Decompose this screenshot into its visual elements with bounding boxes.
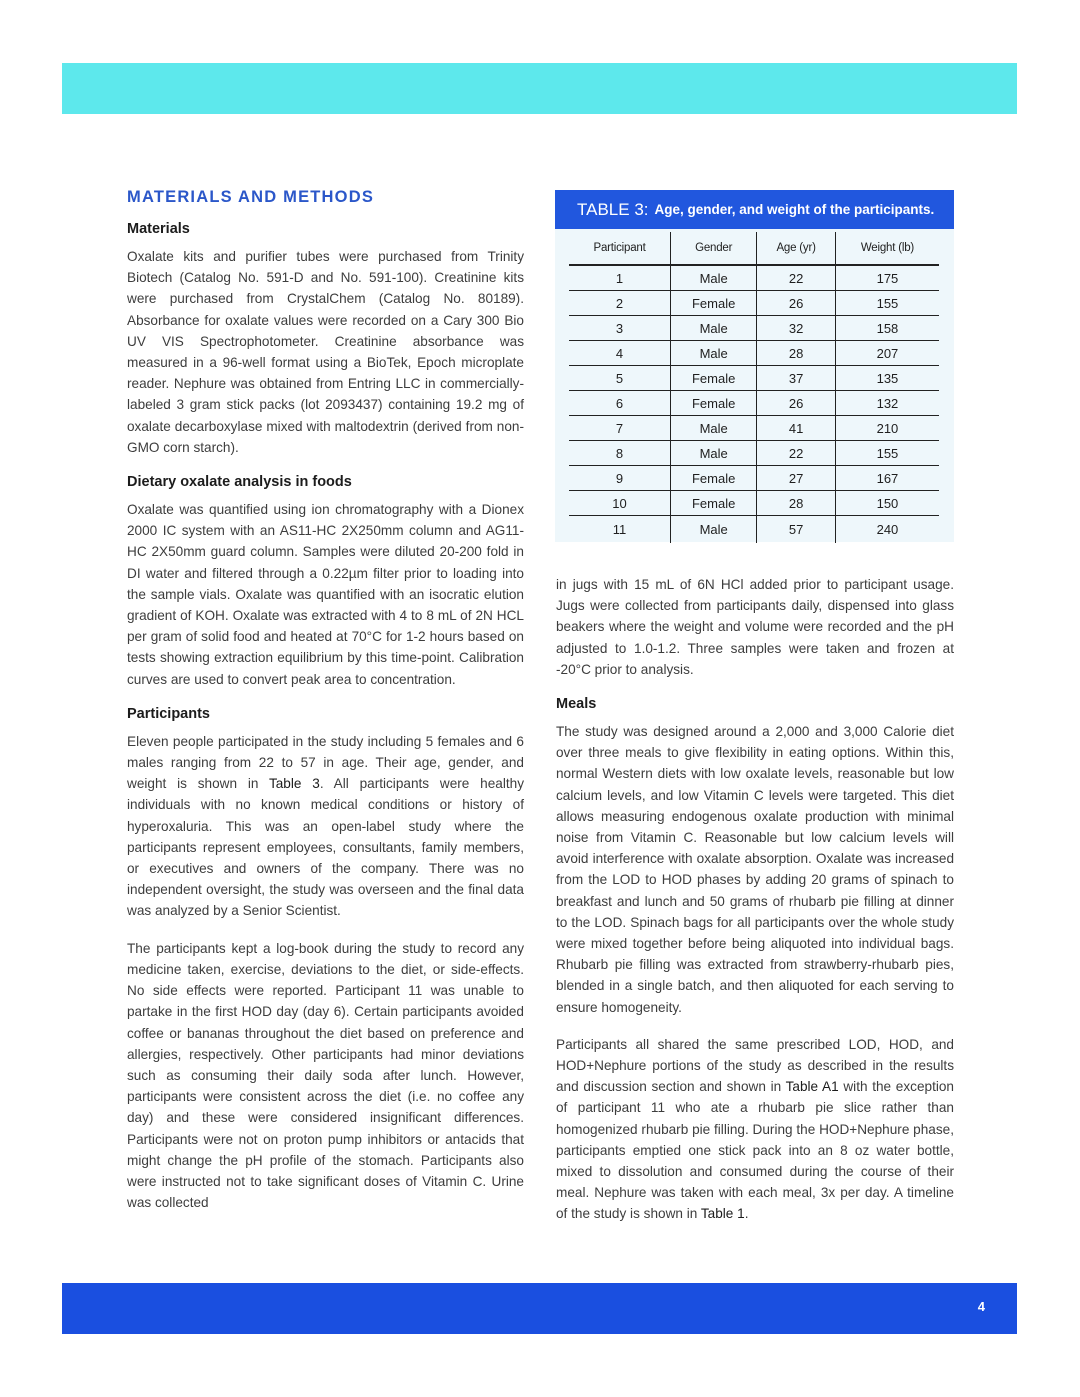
- cell-gender: Male: [671, 316, 757, 341]
- cell-participant: 1: [569, 265, 671, 291]
- participants-paragraph-1: Eleven people participated in the study including 5 females and 6 males ranging from 22 to 57 in age. Their age, gender, and weight is shown in Table 3. All participants were healthy individuals with no known medical conditions or history of hyperoxaluria. This was an open-label study where the participants represent employees, consultants, family members, or executives and owners of the company. There was no independent oversight, the study was overseen and the final data was analyzed by a Senior Scientist.: [127, 733, 524, 919]
- table-row: [569, 416, 939, 441]
- cell-weight: 155: [835, 441, 939, 466]
- cell-participant: 7: [569, 416, 671, 441]
- cell-participant: 4: [569, 341, 671, 366]
- right-column: [556, 574, 954, 1241]
- cell-age: 28: [757, 341, 836, 366]
- materials-heading: Materials: [127, 221, 190, 237]
- participants-heading: Participants: [127, 705, 210, 722]
- cell-participant: 3: [569, 316, 671, 341]
- table-3: [555, 190, 954, 542]
- header-gender: Gender: [671, 232, 757, 265]
- cell-age: 22: [757, 441, 836, 466]
- cell-weight: 240: [835, 516, 939, 544]
- cell-gender: Female: [671, 291, 757, 316]
- meals-heading: Meals: [556, 696, 597, 713]
- header-age: Age (yr): [757, 232, 836, 265]
- table-label: TABLE 3:: [577, 199, 649, 219]
- table-header-row: [569, 232, 939, 265]
- cell-weight: 132: [835, 391, 939, 416]
- cell-weight: 207: [835, 341, 939, 366]
- cell-weight: 158: [835, 316, 939, 341]
- cell-age: 27: [757, 466, 836, 491]
- participants-paragraph-2: The participants kept a log-book during the study to record any medicine taken, exercise, deviations to the diet, or side-effects. No side effects were reported. Participant 11 was unable to partake in the first HOD day (day 6). Certain participants avoided coffee or bananas throughout the diet based on preference and allergies, respectively. Other participants had minor deviations such as consuming their daily soda after lunch. However, participants were consistent across the diet (i.e. no coffee any day) and these were considered insignificant differences. Participants were not on proton pump inhibitors or antacids that might change the pH profile of the stomach. Participants also were instructed not to take significant doses of Vitamin C. Urine was collected: [127, 940, 524, 1211]
- header-participant: Participant: [569, 232, 671, 265]
- cell-age: 22: [757, 265, 836, 291]
- table-row: [569, 491, 939, 516]
- cell-gender: Male: [671, 441, 757, 466]
- cell-age: 57: [757, 516, 836, 544]
- cell-age: 37: [757, 366, 836, 391]
- left-column: [127, 188, 524, 1229]
- cell-participant: 10: [569, 491, 671, 516]
- materials-paragraph: Oxalate kits and purifier tubes were purchased from Trinity Biotech (Catalog No. 591-D and No. 591-100). Creatinine kits were purchased from CrystalChem (Catalog No. 80189). Absorbance for oxalate values were recorded on a Cary 300 Bio UV VIS Spectrophotometer. Creatinine absorbance was measured in a 96-well format using a BioTek, Epoch microplate reader. Nephure was obtained from Entring LLC in commercially-labeled 3 gram stick packs (lot 2093437) containing 19.2 mg of oxalate decarboxylase mixed with maltodextrin (derived from non-GMO corn starch).: [127, 249, 524, 455]
- header-weight: Weight (lb): [835, 232, 939, 265]
- cell-participant: 6: [569, 391, 671, 416]
- table-row: [569, 441, 939, 466]
- dietary-heading: Dietary oxalate analysis in foods: [127, 474, 352, 491]
- table-3-reference[interactable]: Table 3: [268, 776, 320, 792]
- cell-gender: Female: [671, 391, 757, 416]
- table-title: [555, 190, 954, 229]
- cell-age: 32: [757, 316, 836, 341]
- table-row: [569, 265, 939, 291]
- table-row: [569, 316, 939, 341]
- footer-band: [62, 1283, 1017, 1334]
- cell-weight: 167: [835, 466, 939, 491]
- urine-continuation-paragraph: in jugs with 15 mL of 6N HCl added prior to participant usage. Jugs were collected from participants daily, dispensed into glass beakers where the weight and volume were recorded and the pH adjusted to 1.0-1.2. Three samples were taken and frozen at -20°C prior to analysis.: [556, 577, 954, 677]
- cell-gender: Female: [671, 466, 757, 491]
- cell-weight: 150: [835, 491, 939, 516]
- table-row: [569, 366, 939, 391]
- meals-paragraph-2: Participants all shared the same prescribed LOD, HOD, and HOD+Nephure portions of the study as described in the results and discussion section and shown in Table A1 with the exception of participant 11 who ate a rhubarb pie slice rather than homogenized rhubarb pie filling. During the HOD+Nephure phase, participants emptied one stick pack into an 8 oz water bottle, mixed to dissolution and consumed during the course of their meal. Nephure was taken with each meal, 3x per day. A timeline of the study is shown in Table 1.: [556, 1036, 954, 1222]
- cell-gender: Male: [671, 416, 757, 441]
- meals-paragraph-1: The study was designed around a 2,000 and 3,000 Calorie diet over three meals to give flexibility in eating options. Within this, normal Western diets with low oxalate levels, reasonable but low calcium levels, and low Vitamin C levels were targeted. This diet allows measuring endogenous oxalate production with minimal noise from Vitamin C. Reasonable but low calcium levels will avoid interference with oxalate absorption. Oxalate was increased from the LOD to HOD phases by adding 20 grams of spinach to breakfast and lunch and 50 grams of rhubarb pie filling at dinner to the LOD. Spinach bags for all participants over the whole study were mixed together before being aliquoted into individual bags. Rhubarb pie filling was extracted from strawberry-rhubarb pies, blended in a single batch, and then aliquoted for each serving to ensure homogeneity.: [556, 724, 954, 1015]
- cell-age: 41: [757, 416, 836, 441]
- dietary-paragraph: Oxalate was quantified using ion chromatography with a Dionex 2000 IC system with an AS11-HC 2X250mm column and AG11-HC 2X50mm guard column. Samples were diluted 20-200 fold in DI water and filtered through a 0.22µm filter prior to loading into the sample vials. Oxalate was quantified with an isocratic elution gradient of KOH. Oxalate was extracted with 4 to 8 mL of 2N HCL per gram of solid food and heated at 70°C for 1-2 hours based on tests showing extraction equilibrium by this time-point. Calibration curves are used to convert peak area to concentration.: [127, 502, 524, 687]
- cell-age: 28: [757, 491, 836, 516]
- cell-participant: 2: [569, 291, 671, 316]
- cell-weight: 155: [835, 291, 939, 316]
- cell-participant: 8: [569, 441, 671, 466]
- table-1-reference[interactable]: Table 1: [700, 1206, 745, 1222]
- cell-gender: Male: [671, 265, 757, 291]
- cell-age: 26: [757, 291, 836, 316]
- table-a1-reference[interactable]: Table A1: [785, 1079, 839, 1095]
- table-row: [569, 341, 939, 366]
- cell-gender: Female: [671, 366, 757, 391]
- cell-gender: Male: [671, 341, 757, 366]
- table-caption: Age, gender, and weight of the participants.: [654, 202, 935, 217]
- header-band: [62, 63, 1017, 114]
- cell-weight: 175: [835, 265, 939, 291]
- page-number: 4: [977, 1299, 985, 1314]
- cell-weight: 135: [835, 366, 939, 391]
- participants-table: [569, 232, 939, 543]
- table-row: [569, 391, 939, 416]
- table-row: [569, 291, 939, 316]
- cell-gender: Female: [671, 491, 757, 516]
- table-row: [569, 466, 939, 491]
- cell-gender: Male: [671, 516, 757, 544]
- cell-participant: 9: [569, 466, 671, 491]
- cell-age: 26: [757, 391, 836, 416]
- cell-weight: 210: [835, 416, 939, 441]
- cell-participant: 11: [612, 522, 627, 537]
- cell-participant: 5: [569, 366, 671, 391]
- section-title: MATERIALS AND METHODS: [127, 188, 375, 206]
- table-row: [569, 516, 939, 544]
